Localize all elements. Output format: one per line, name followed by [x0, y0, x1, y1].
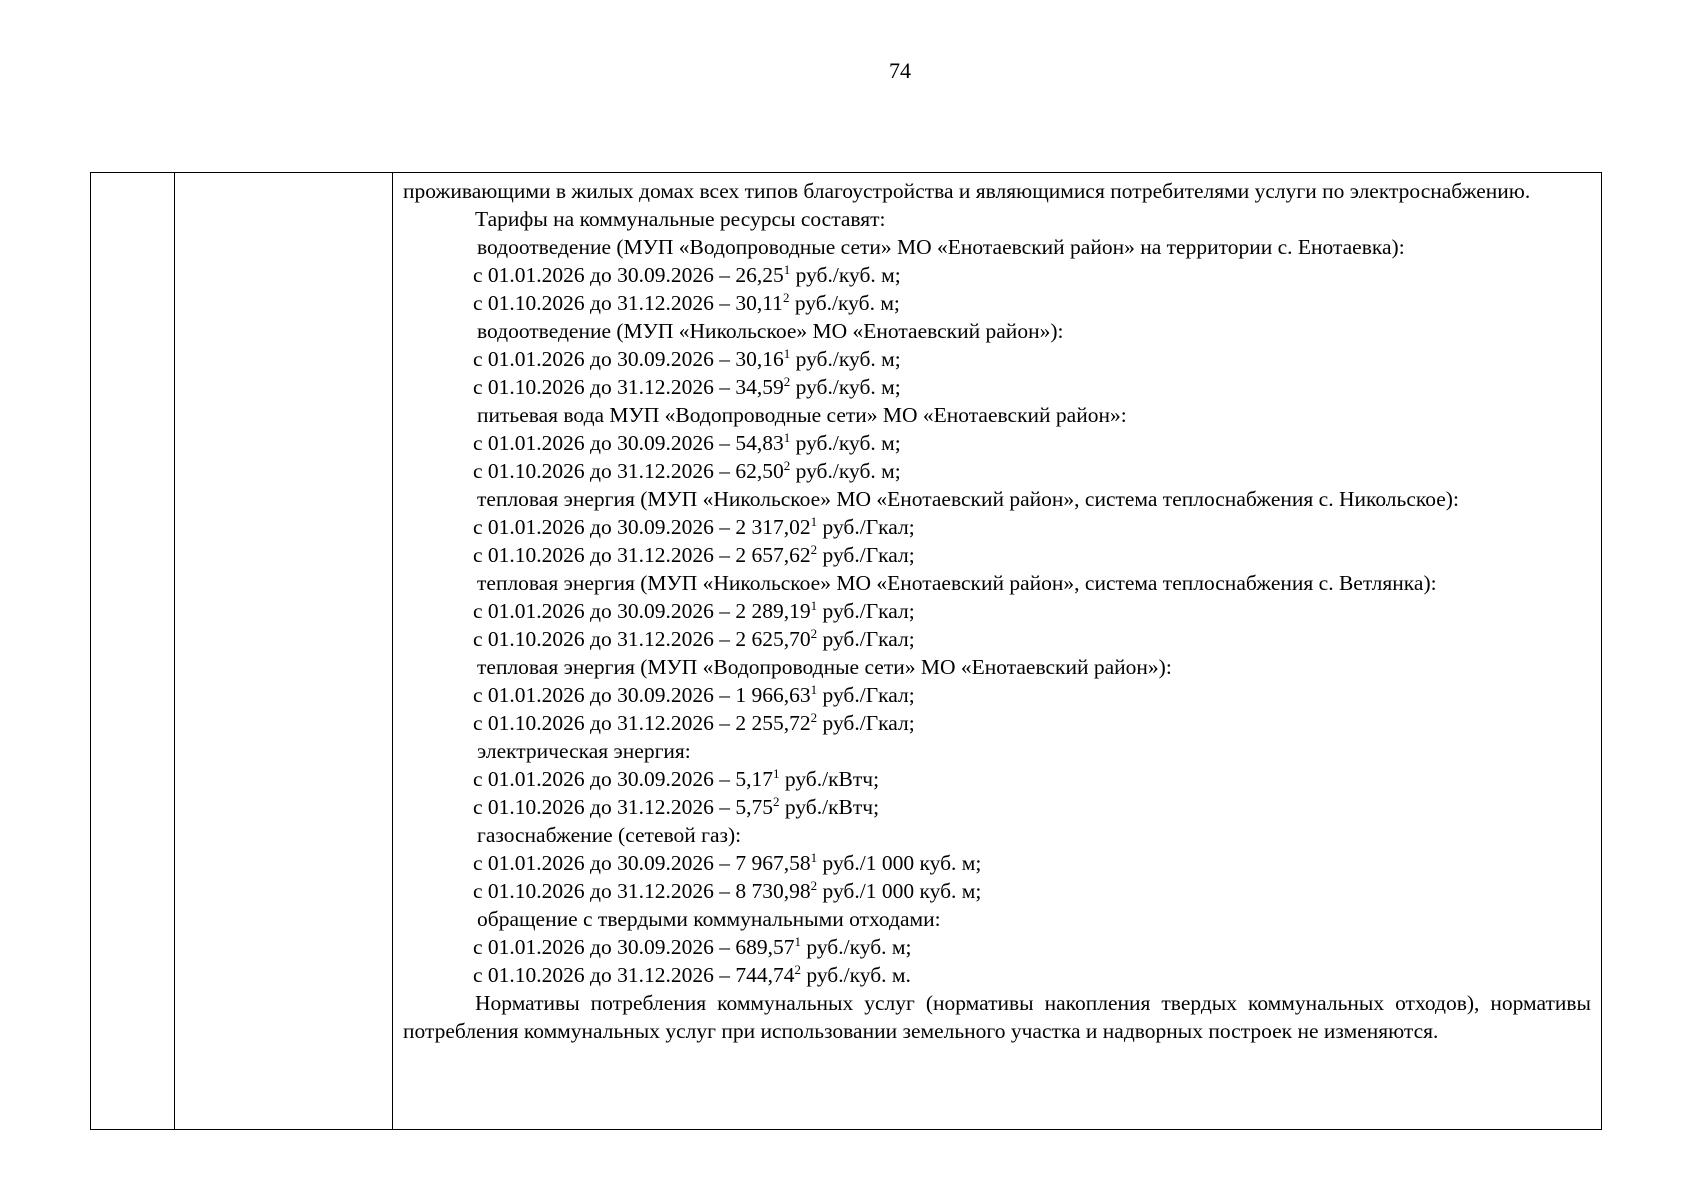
tariff-group-title: тепловая энергия (МУП «Никольское» МО «Енотаевский район», система теплоснабжения с. Никольское): — [477, 487, 1459, 511]
tariff-line-period-value: с 01.01.2026 до 30.09.2026 – 1 966,63 — [473, 683, 811, 707]
table-column-number — [91, 173, 175, 1129]
tariff-group-title: питьевая вода МУП «Водопроводные сети» МО «Енотаевский район»: — [477, 403, 1127, 427]
tariff-line — [403, 345, 1591, 373]
tariff-line — [403, 933, 1591, 961]
tariff-line — [403, 429, 1591, 457]
footnote-marker: 2 — [810, 710, 818, 725]
footnote-marker: 2 — [783, 374, 791, 389]
tariff-line — [403, 289, 1591, 317]
tariff-line-unit: руб./Гкал; — [817, 627, 915, 651]
tariff-line-period-value: с 01.01.2026 до 30.09.2026 – 5,17 — [473, 767, 773, 791]
tariff-line-unit: руб./куб. м. — [800, 963, 911, 987]
tariff-line — [403, 261, 1591, 289]
tariff-line-period-value: с 01.01.2026 до 30.09.2026 – 2 289,19 — [473, 599, 811, 623]
footnote-marker: 2 — [810, 878, 818, 893]
footnote-marker: 1 — [810, 850, 818, 865]
footnote-marker: 2 — [782, 290, 790, 305]
tariff-line-unit: руб./Гкал; — [817, 683, 915, 707]
tariff-group-title: тепловая энергия (МУП «Водопроводные сети» МО «Енотаевский район»): — [477, 655, 1172, 679]
document-table — [90, 172, 1602, 1130]
tariff-line — [403, 541, 1591, 569]
tariff-line-period-value: с 01.10.2026 до 31.12.2026 – 8 730,98 — [473, 879, 811, 903]
tariff-line — [403, 625, 1591, 653]
tariff-line — [403, 681, 1591, 709]
tariffs-heading: Тарифы на коммунальные ресурсы составят: — [475, 207, 886, 231]
tariff-line-unit: руб./кВтч; — [779, 767, 880, 791]
tariff-line — [403, 709, 1591, 737]
footnote-marker: 2 — [772, 794, 780, 809]
tariff-line-period-value: с 01.10.2026 до 31.12.2026 – 744,74 — [473, 963, 795, 987]
tariff-line-unit: руб./Гкал; — [817, 599, 915, 623]
page-number: 74 — [889, 58, 911, 83]
tariff-line — [403, 877, 1591, 905]
tariff-line-unit: руб./куб. м; — [790, 347, 901, 371]
tariff-line-period-value: с 01.01.2026 до 30.09.2026 – 30,16 — [473, 347, 784, 371]
table-column-content — [393, 173, 1601, 1129]
footnote-marker: 1 — [783, 346, 791, 361]
closing-paragraph: Нормативы потребления коммунальных услуг (нормативы накопления твердых коммунальных отходов), нормативы потребления коммунальных услуг при использовании земельного участка и надворных построек не изменяются. — [403, 991, 1591, 1043]
tariff-line-period-value: с 01.10.2026 до 31.12.2026 – 30,11 — [473, 291, 783, 315]
tariff-line — [403, 513, 1591, 541]
footnote-marker: 2 — [794, 962, 801, 977]
table-column-name — [175, 173, 393, 1129]
footnote-marker: 1 — [810, 514, 818, 529]
footnote-marker: 1 — [794, 934, 801, 949]
tariff-line — [403, 793, 1591, 821]
tariff-line-period-value: с 01.10.2026 до 31.12.2026 – 34,59 — [473, 375, 784, 399]
tariff-line-unit: руб./Гкал; — [817, 711, 915, 735]
tariff-group-title: водоотведение (МУП «Никольское» МО «Енотаевский район»): — [477, 319, 1064, 343]
tariff-line-period-value: с 01.01.2026 до 30.09.2026 – 689,57 — [473, 935, 795, 959]
tariff-groups — [403, 233, 1591, 989]
tariff-line-period-value: с 01.10.2026 до 31.12.2026 – 2 657,62 — [473, 543, 811, 567]
footnote-marker: 2 — [810, 626, 818, 641]
tariff-line-period-value: с 01.10.2026 до 31.12.2026 – 5,75 — [473, 795, 773, 819]
footnote-marker: 1 — [783, 430, 791, 445]
tariff-line — [403, 765, 1591, 793]
tariff-group-title: электрическая энергия: — [477, 739, 691, 763]
tariff-line-period-value: с 01.10.2026 до 31.12.2026 – 2 255,72 — [473, 711, 811, 735]
tariff-line — [403, 373, 1591, 401]
footnote-marker: 2 — [810, 542, 818, 557]
tariff-line-unit: руб./куб. м; — [800, 935, 912, 959]
footnote-marker: 1 — [810, 682, 818, 697]
tariff-line-period-value: с 01.01.2026 до 30.09.2026 – 2 317,02 — [473, 515, 811, 539]
tariff-line-period-value: с 01.01.2026 до 30.09.2026 – 26,25 — [473, 263, 784, 287]
tariff-group-title: обращение с твердыми коммунальными отходами: — [477, 907, 941, 931]
footnote-marker: 1 — [783, 262, 791, 277]
tariff-line-unit: руб./кВтч; — [779, 795, 880, 819]
tariff-line-unit: руб./куб. м; — [789, 291, 900, 315]
tariff-line-period-value: с 01.10.2026 до 31.12.2026 – 2 625,70 — [473, 627, 811, 651]
tariff-group-title: водоотведение (МУП «Водопроводные сети» МО «Енотаевский район» на территории с. Енотаевка): — [477, 235, 1405, 259]
tariff-line-unit: руб./куб. м; — [790, 263, 901, 287]
tariff-line — [403, 849, 1591, 877]
tariff-line — [403, 597, 1591, 625]
tariff-group-title: тепловая энергия (МУП «Никольское» МО «Енотаевский район», система теплоснабжения с. Ветлянка): — [477, 571, 1437, 595]
tariff-line-unit: руб./1 000 куб. м; — [817, 851, 982, 875]
footnote-marker: 1 — [772, 766, 780, 781]
intro-paragraph: проживающими в жилых домах всех типов благоустройства и являющимися потребителями услуги по электроснабжению. — [403, 179, 1531, 203]
footnote-marker: 1 — [810, 598, 818, 613]
tariff-line-unit: руб./куб. м; — [790, 459, 901, 483]
tariff-line — [403, 961, 1591, 989]
footnote-marker: 2 — [783, 458, 791, 473]
tariff-line-unit: руб./Гкал; — [817, 515, 915, 539]
tariff-line-unit: руб./Гкал; — [817, 543, 915, 567]
tariff-line-unit: руб./1 000 куб. м; — [817, 879, 982, 903]
tariff-line-unit: руб./куб. м; — [790, 375, 901, 399]
tariff-line-period-value: с 01.01.2026 до 30.09.2026 – 7 967,58 — [473, 851, 811, 875]
tariff-line-period-value: с 01.01.2026 до 30.09.2026 – 54,83 — [473, 431, 784, 455]
tariff-group-title: газоснабжение (сетевой газ): — [477, 823, 742, 847]
tariff-line-unit: руб./куб. м; — [790, 431, 901, 455]
tariff-line — [403, 457, 1591, 485]
tariff-line-period-value: с 01.10.2026 до 31.12.2026 – 62,50 — [473, 459, 784, 483]
